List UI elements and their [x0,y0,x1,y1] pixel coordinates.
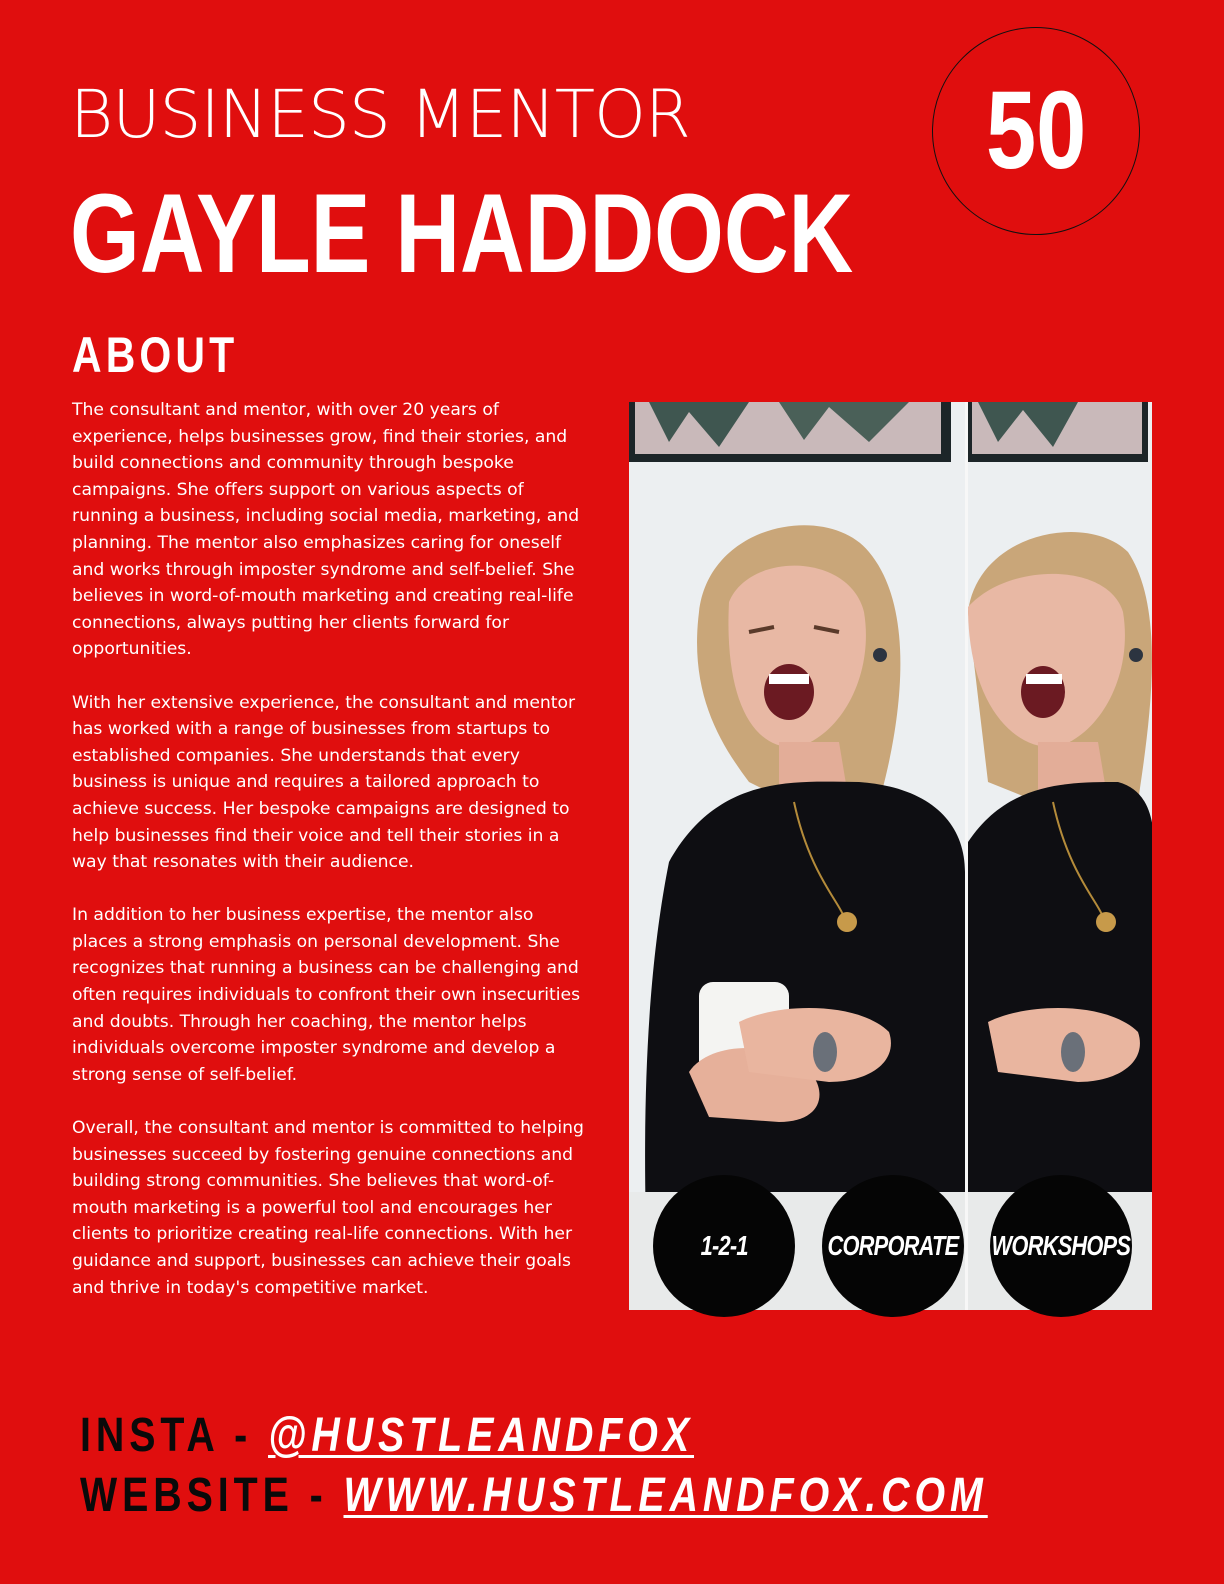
insta-label: INSTA - [80,1409,269,1462]
service-label: 1-2-1 [700,1230,748,1261]
about-paragraph: In addition to her business expertise, the mentor also places a strong emphasis on personal development. She recognizes that running a business can be challenging and often requires individuals to confront their own insecurities and doubts. Through her coaching, the mentor helps individuals overcome imposter syndrome and develop a strong sense of self-belief. [72,905,581,1085]
service-corporate [822,1175,964,1317]
insta-link[interactable]: @HUSTLEANDFOX [268,1409,695,1462]
website-label: WEBSITE - [80,1469,344,1522]
about-paragraph: With her extensive experience, the consultant and mentor has worked with a range of businesses from startups to established companies. She understands that every business is unique and requires a tailored approach to achieve success. Her bespoke campaigns are designed to help businesses find their voice and tell their stories in a way that resonates with their audience. [72,692,576,873]
mentor-name: GAYLE HADDOCK [70,171,854,296]
photo-panel-echo [965,402,1152,1310]
about-paragraph: The consultant and mentor, with over 20 years of experience, helps businesses grow, find their stories, and build connections and community through bespoke campaigns. She offers support on various aspects of running a business, including social media, marketing, and planning. The mentor also emphasizes caring for oneself and works through imposter syndrome and self-belief. She believes in word-of-mouth marketing and creating real-life connections, always putting her clients forward for opportunities. [72,400,580,660]
about-paragraph: Overall, the consultant and mentor is committed to helping businesses succeed by fostering genuine connections and building strong communities. She believes that word-of-mouth marketing is a powerful tool and encourages her clients to prioritize creating real-life connections. With her guidance and support, businesses can achieve their goals and thrive in today's competitive market. [72,1118,584,1298]
mentor-photo [629,402,1152,1310]
photo-panel-main [629,402,965,1310]
service-label: WORKSHOPS [991,1230,1131,1261]
about-text [72,397,594,1328]
insta-line [80,1409,695,1462]
service-label: CORPORATE [827,1230,959,1261]
website-line [80,1469,988,1522]
page-kicker: BUSINESS MENTOR [70,76,690,153]
website-link[interactable]: WWW.HUSTLEANDFOX.COM [343,1469,988,1522]
about-heading: ABOUT [72,327,239,383]
service-1-2-1 [653,1175,795,1317]
service-workshops [990,1175,1132,1317]
number-badge [932,27,1140,235]
badge-number: 50 [985,69,1087,192]
